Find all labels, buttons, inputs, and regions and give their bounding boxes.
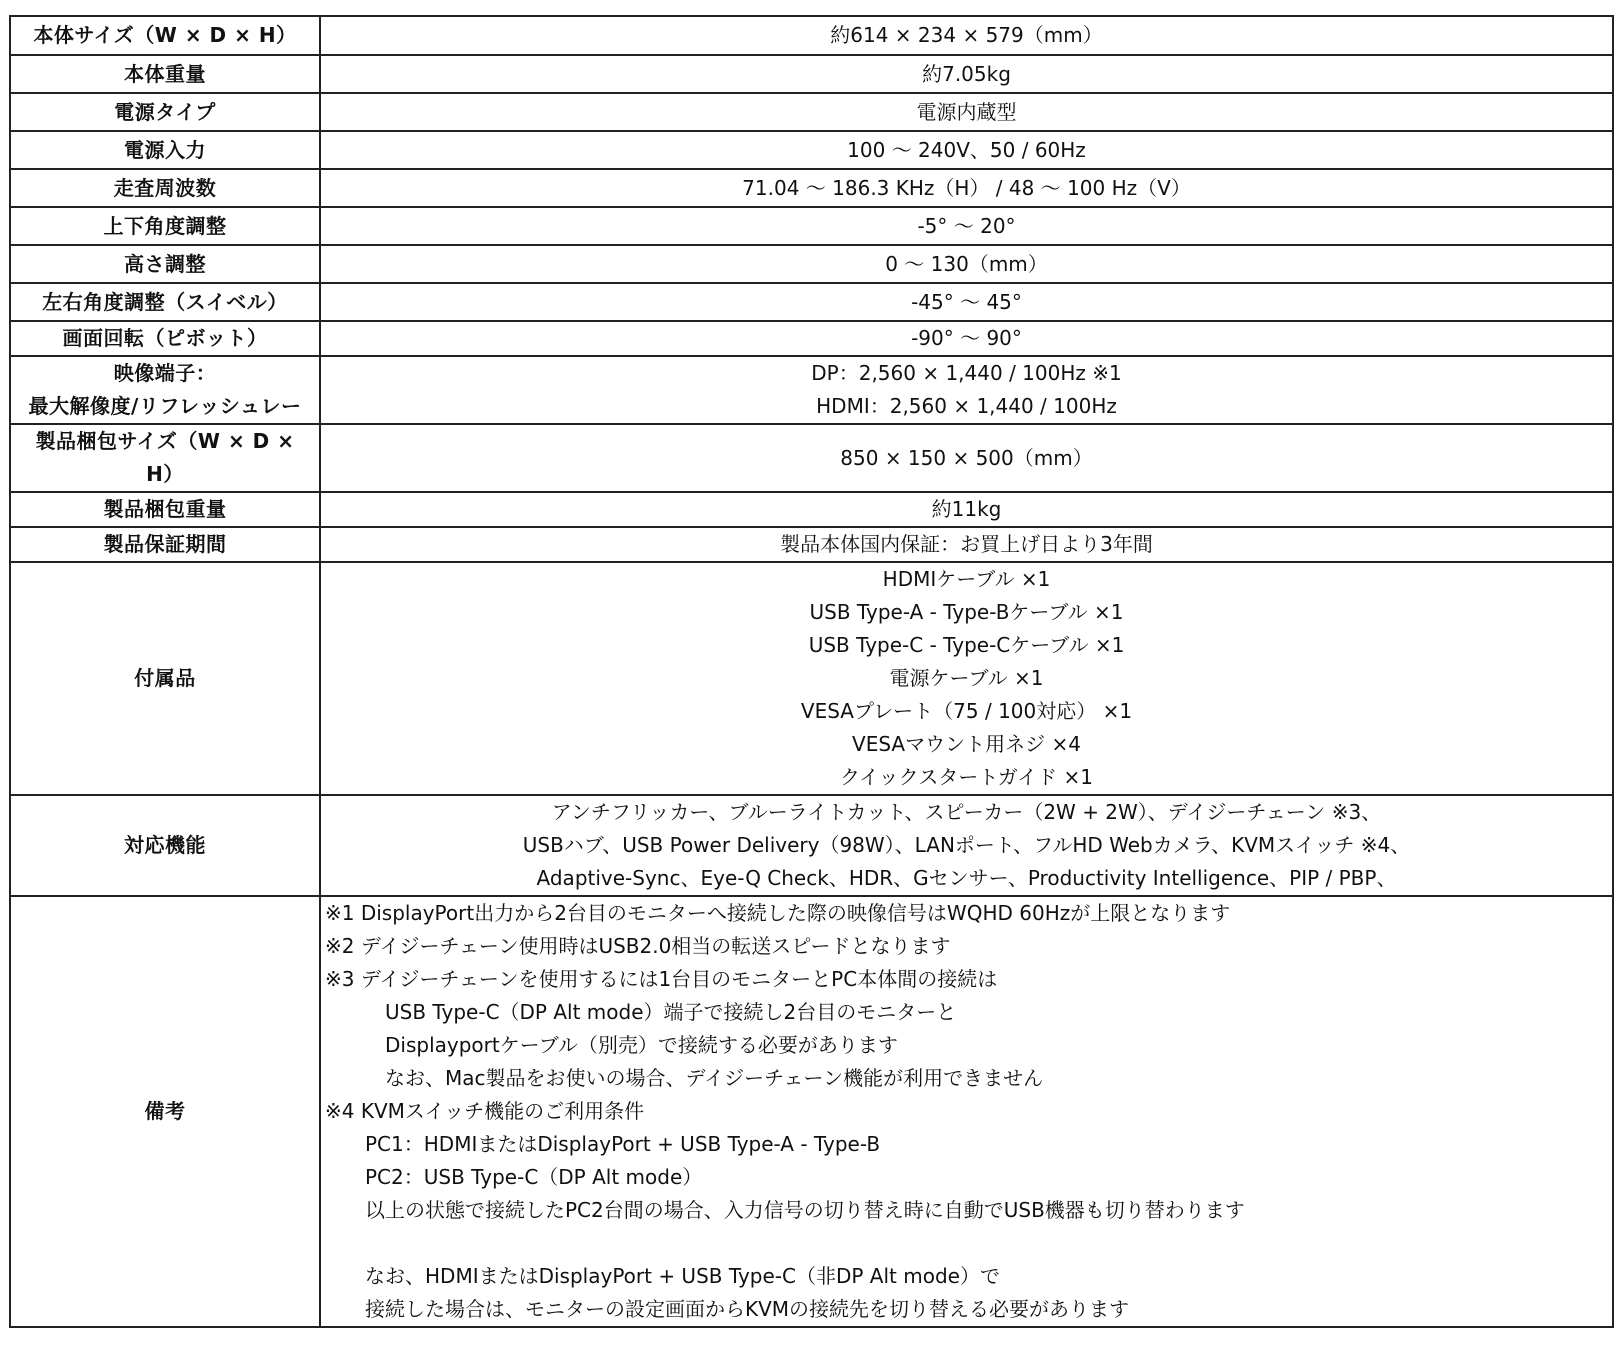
row-pivot: [10, 321, 1613, 356]
label-body-size: 本体サイズ（W × D × H）: [10, 16, 320, 55]
value-accessories: [320, 562, 1613, 795]
label-video-ports: [10, 356, 320, 424]
label-line: 製品梱包サイズ（W × D × H）: [35, 429, 295, 486]
label-power-type: 電源タイプ: [10, 93, 320, 131]
row-notes: [10, 896, 1613, 1327]
value-body-weight: [320, 55, 1613, 93]
note-line: ※4 KVMスイッチ機能のご利用条件: [325, 1099, 645, 1123]
row-power-type: [10, 93, 1613, 131]
feature-line: アンチフリッカー、ブルーライトカット、スピーカー（2W + 2W）、デイジーチェーン ※3、: [551, 800, 1382, 824]
value-package-weight: [320, 492, 1613, 527]
value-swivel: [320, 283, 1613, 321]
value-tilt: [320, 207, 1613, 245]
label-features: 対応機能: [10, 795, 320, 896]
label-swivel: 左右角度調整（スイベル）: [10, 283, 320, 321]
label-height-adjust: 高さ調整: [10, 245, 320, 283]
note-line: なお、HDMIまたはDisplayPort + USB Type-C（非DP Alt mode）で: [365, 1264, 1000, 1288]
value-line: 0 ～ 130（mm）: [885, 251, 1048, 276]
label-pivot: 画面回転（ピボット）: [10, 321, 320, 356]
note-line: USB Type-C（DP Alt mode）端子で接続し2台目のモニターと: [385, 1000, 957, 1024]
note-line: PC2：USB Type-C（DP Alt mode）: [365, 1165, 703, 1189]
accessory-item: クイックスタートガイド ×1: [839, 765, 1094, 789]
label-package-size: [10, 424, 320, 492]
feature-line: Adaptive-Sync、Eye-Q Check、HDR、Gセンサー、Productivity Intelligence、PIP / PBP、: [536, 866, 1397, 890]
accessory-item: VESAプレート（75 / 100対応） ×1: [800, 699, 1133, 723]
label-notes: 備考: [10, 896, 320, 1327]
value-pivot: [320, 321, 1613, 356]
note-line: なお、Mac製品をお使いの場合、デイジーチェーン機能が利用できません: [385, 1066, 1044, 1090]
label-tilt: 上下角度調整: [10, 207, 320, 245]
accessory-item: HDMIケーブル ×1: [882, 567, 1051, 591]
note-line: Displayportケーブル（別売）で接続する必要があります: [385, 1033, 898, 1057]
value-line: HDMI：2,560 × 1,440 / 100Hz: [816, 394, 1117, 418]
value-body-size: [320, 16, 1613, 55]
value-package-size: [320, 424, 1613, 492]
value-line: 850 × 150 × 500（mm）: [840, 445, 1093, 470]
row-height-adjust: [10, 245, 1613, 283]
value-power-type: [320, 93, 1613, 131]
row-accessories: [10, 562, 1613, 795]
row-scan-frequency: [10, 169, 1613, 207]
note-line: ※1 DisplayPort出力から2台目のモニターへ接続した際の映像信号はWQHD 60Hzが上限となります: [325, 901, 1231, 925]
row-features: [10, 795, 1613, 896]
label-power-input: 電源入力: [10, 131, 320, 169]
row-package-weight: [10, 492, 1613, 527]
note-line: 以上の状態で接続したPC2台間の場合、入力信号の切り替え時に自動でUSB機器も切り替わります: [365, 1198, 1245, 1222]
feature-line: USBハブ、USB Power Delivery（98W）、LANポート、フルHD Webカメラ、KVMスイッチ ※4、: [522, 833, 1411, 857]
value-features: [320, 795, 1613, 896]
value-line: 約11kg: [931, 497, 1002, 521]
accessory-item: 電源ケーブル ×1: [889, 666, 1044, 690]
value-line: 約614 × 234 × 579（mm）: [830, 23, 1103, 47]
spec-table: [9, 15, 1614, 1328]
row-tilt: [10, 207, 1613, 245]
note-line: ※3 デイジーチェーンを使用するには1台目のモニターとPC本体間の接続は: [325, 967, 998, 991]
label-warranty: 製品保証期間: [10, 527, 320, 562]
row-package-size: [10, 424, 1613, 492]
row-warranty: [10, 527, 1613, 562]
value-line: 電源内蔵型: [916, 99, 1017, 124]
row-video-ports: [10, 356, 1613, 424]
value-line: 100 ～ 240V、50 / 60Hz: [847, 137, 1086, 162]
row-swivel: [10, 283, 1613, 321]
accessory-item: USB Type-A - Type-Bケーブル ×1: [809, 600, 1124, 624]
value-line: -5° ～ 20°: [917, 213, 1016, 238]
value-video-ports: [320, 356, 1613, 424]
value-line: 71.04 ～ 186.3 KHz（H） / 48 ～ 100 Hz（V）: [742, 175, 1191, 200]
value-line: DP：2,560 × 1,440 / 100Hz ※1: [811, 361, 1122, 385]
value-power-input: [320, 131, 1613, 169]
value-notes: [320, 896, 1613, 1327]
label-scan-frequency: 走査周波数: [10, 169, 320, 207]
row-body-weight: [10, 55, 1613, 93]
spec-table-body: [10, 16, 1613, 1327]
row-power-input: [10, 131, 1613, 169]
note-line: PC1：HDMIまたはDisplayPort + USB Type-A - Type-B: [365, 1132, 881, 1156]
accessory-item: VESAマウント用ネジ ×4: [852, 732, 1081, 756]
value-warranty: [320, 527, 1613, 562]
note-line: 接続した場合は、モニターの設定画面からKVMの接続先を切り替える必要があります: [365, 1297, 1130, 1321]
row-body-size: [10, 16, 1613, 55]
note-line: [325, 1227, 1606, 1260]
label-package-weight: 製品梱包重量: [10, 492, 320, 527]
value-scan-frequency: [320, 169, 1613, 207]
value-line: 約7.05kg: [922, 61, 1011, 86]
note-line: ※2 デイジーチェーン使用時はUSB2.0相当の転送スピードとなります: [325, 934, 951, 958]
value-line: -45° ～ 45°: [911, 289, 1022, 314]
value-line: 製品本体国内保証：お買上げ日より3年間: [780, 532, 1153, 556]
label-accessories: 付属品: [10, 562, 320, 795]
label-body-weight: 本体重量: [10, 55, 320, 93]
accessory-item: USB Type-C - Type-Cケーブル ×1: [808, 633, 1125, 657]
label-line: 映像端子： 最大解像度/リフレッシュレー: [28, 361, 302, 418]
value-line: -90° ～ 90°: [911, 326, 1022, 350]
value-height-adjust: [320, 245, 1613, 283]
